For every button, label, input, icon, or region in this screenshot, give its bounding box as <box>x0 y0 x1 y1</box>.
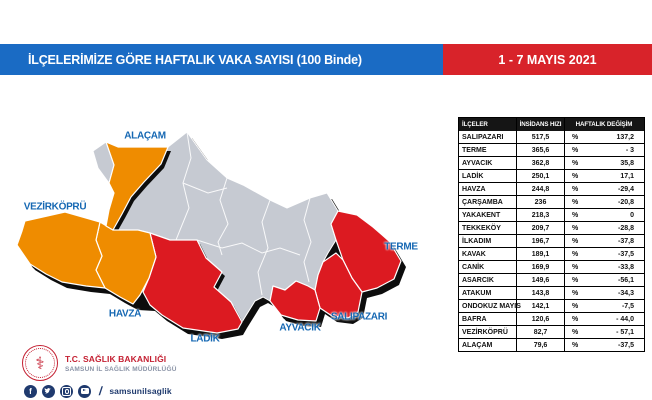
change-cell <box>564 339 643 351</box>
table-row <box>459 234 644 247</box>
change-cell <box>564 261 643 273</box>
district-name-cell: KAVAK <box>462 250 486 258</box>
change-cell <box>564 183 643 195</box>
page-title: İLÇELERİMİZE GÖRE HAFTALIK VAKA SAYISI (100 Binde) <box>28 52 362 67</box>
incidence-cell: 244,8 <box>516 183 564 195</box>
map-label-vezirkopru: VEZİRKÖPRÜ <box>23 201 87 213</box>
twitter-icon[interactable] <box>42 385 55 398</box>
col-header-incidence: İNSİDANS HIZI <box>516 118 564 131</box>
percent-sign: % <box>572 146 579 154</box>
incidence-cell: 250,1 <box>516 170 564 182</box>
directorate-subtitle: SAMSUN İL SAĞLIK MÜDÜRLÜĞÜ <box>65 365 177 373</box>
map-label-ayvacik: AYVACIK <box>279 322 321 334</box>
change-cell <box>564 248 643 260</box>
twitter-bird-glyph <box>44 387 53 395</box>
table-body <box>459 131 644 351</box>
change-value: -28,8 <box>618 224 634 232</box>
incidence-cell: 365,6 <box>516 144 564 156</box>
change-value: -56,1 <box>618 276 634 284</box>
change-cell <box>564 300 643 312</box>
incidence-cell: 169,9 <box>516 261 564 273</box>
percent-sign: % <box>572 133 579 141</box>
percent-sign: % <box>572 211 579 219</box>
table-row <box>459 286 644 299</box>
samsun-district-map <box>10 90 450 360</box>
change-value: -37,8 <box>618 237 634 245</box>
instagram-icon[interactable] <box>60 385 73 398</box>
incidence-cell: 209,7 <box>516 222 564 234</box>
district-name-cell: İLKADIM <box>462 237 492 245</box>
change-cell <box>564 170 643 182</box>
table-row <box>459 143 644 156</box>
social-media-row <box>24 384 172 398</box>
incidence-cell: 82,7 <box>516 326 564 338</box>
district-name-cell: ÇARŞAMBA <box>462 198 503 206</box>
incidence-cell: 362,8 <box>516 157 564 169</box>
incidence-cell: 196,7 <box>516 235 564 247</box>
table-row <box>459 325 644 338</box>
header-title-section <box>0 44 443 75</box>
incidence-cell: 142,1 <box>516 300 564 312</box>
change-cell <box>564 196 643 208</box>
percent-sign: % <box>572 224 579 232</box>
table-row <box>459 273 644 286</box>
incidence-cell: 143,8 <box>516 287 564 299</box>
map-label-alacam: ALAÇAM <box>124 130 166 142</box>
change-cell <box>564 131 643 143</box>
header-bar <box>0 44 652 75</box>
table-row <box>459 169 644 182</box>
change-value: 35,8 <box>620 159 634 167</box>
percent-sign: % <box>572 341 579 349</box>
table-row <box>459 247 644 260</box>
district-vezirkopru <box>17 212 105 288</box>
youtube-glyph <box>81 388 89 394</box>
table-row <box>459 156 644 169</box>
table-row <box>459 208 644 221</box>
table-row <box>459 312 644 325</box>
district-name-cell: ASARCIK <box>462 276 494 284</box>
percent-sign: % <box>572 159 579 167</box>
change-value: -34,3 <box>618 289 634 297</box>
change-cell <box>564 274 643 286</box>
map-label-havza: HAVZA <box>108 308 142 320</box>
social-handle[interactable]: samsunilsaglik <box>109 386 172 396</box>
map-label-ladik: LADİK <box>190 333 220 345</box>
district-name-cell: HAVZA <box>462 185 486 193</box>
incidence-cell: 218,3 <box>516 209 564 221</box>
percent-sign: % <box>572 198 579 206</box>
separator-slash: / <box>98 384 104 398</box>
change-cell <box>564 157 643 169</box>
health-ministry-logo-icon <box>22 345 58 381</box>
incidence-cell: 149,6 <box>516 274 564 286</box>
table-row <box>459 338 644 351</box>
percent-sign: % <box>572 250 579 258</box>
change-value: -37,5 <box>618 250 634 258</box>
percent-sign: % <box>572 328 579 336</box>
youtube-icon[interactable] <box>78 385 91 398</box>
col-header-district: İLÇELER <box>462 121 488 128</box>
ministry-title: T.C. SAĞLIK BAKANLIĞI <box>65 353 167 364</box>
table-row <box>459 260 644 273</box>
table-row <box>459 221 644 234</box>
percent-sign: % <box>572 237 579 245</box>
ministry-logo-block <box>22 345 177 381</box>
change-value: - 57,1 <box>616 328 634 336</box>
incidence-cell: 79,6 <box>516 339 564 351</box>
change-cell <box>564 209 643 221</box>
incidence-cell: 236 <box>516 196 564 208</box>
percent-sign: % <box>572 289 579 297</box>
district-name-cell: BAFRA <box>462 315 487 323</box>
district-name-cell: LADİK <box>462 172 484 180</box>
change-value: - 44,0 <box>616 315 634 323</box>
percent-sign: % <box>572 263 579 271</box>
map-label-salipazari: SALIPAZARI <box>330 311 388 323</box>
change-value: - 3 <box>625 146 634 154</box>
percent-sign: % <box>572 172 579 180</box>
change-value: -37,5 <box>618 341 634 349</box>
change-value: 0 <box>630 211 634 219</box>
header-date-section <box>443 44 652 75</box>
percent-sign: % <box>572 185 579 193</box>
percent-sign: % <box>572 315 579 323</box>
change-value: -7,5 <box>621 302 634 310</box>
incidence-cell: 189,1 <box>516 248 564 260</box>
incidence-table <box>458 117 645 352</box>
table-row <box>459 131 644 143</box>
district-name-cell: ONDOKUZ MAYIS <box>462 302 521 310</box>
district-name-cell: TERME <box>462 146 487 154</box>
district-name-cell: ALAÇAM <box>462 341 493 349</box>
map-label-terme: TERME <box>384 241 418 253</box>
incidence-cell: 517,5 <box>516 131 564 143</box>
district-name-cell: SALIPAZARI <box>462 133 504 141</box>
change-cell <box>564 222 643 234</box>
district-name-cell: CANİK <box>462 263 485 271</box>
col-header-change: HAFTALIK DEĞİŞİM <box>564 118 643 131</box>
change-cell <box>564 313 643 325</box>
change-cell <box>564 235 643 247</box>
caduceus-icon: ⚕ <box>35 353 45 373</box>
incidence-cell: 120,6 <box>516 313 564 325</box>
facebook-icon[interactable]: f <box>24 385 37 398</box>
date-range: 1 - 7 MAYIS 2021 <box>498 52 597 67</box>
change-value: -33,8 <box>618 263 634 271</box>
change-cell <box>564 287 643 299</box>
change-value: 17,1 <box>620 172 634 180</box>
table-row <box>459 182 644 195</box>
district-name-cell: AYVACIK <box>462 159 493 167</box>
change-cell <box>564 326 643 338</box>
percent-sign: % <box>572 276 579 284</box>
table-row <box>459 195 644 208</box>
district-name-cell: TEKKEKÖY <box>462 224 501 232</box>
change-cell <box>564 144 643 156</box>
table-row <box>459 299 644 312</box>
percent-sign: % <box>572 302 579 310</box>
district-name-cell: YAKAKENT <box>462 211 501 219</box>
district-name-cell: VEZİRKÖPRÜ <box>462 328 508 336</box>
change-value: -29,4 <box>618 185 634 193</box>
change-value: -20,8 <box>618 198 634 206</box>
district-name-cell: ATAKUM <box>462 289 492 297</box>
change-value: 137,2 <box>616 133 634 141</box>
instagram-glyph <box>62 387 71 396</box>
table-header-row <box>459 118 644 131</box>
